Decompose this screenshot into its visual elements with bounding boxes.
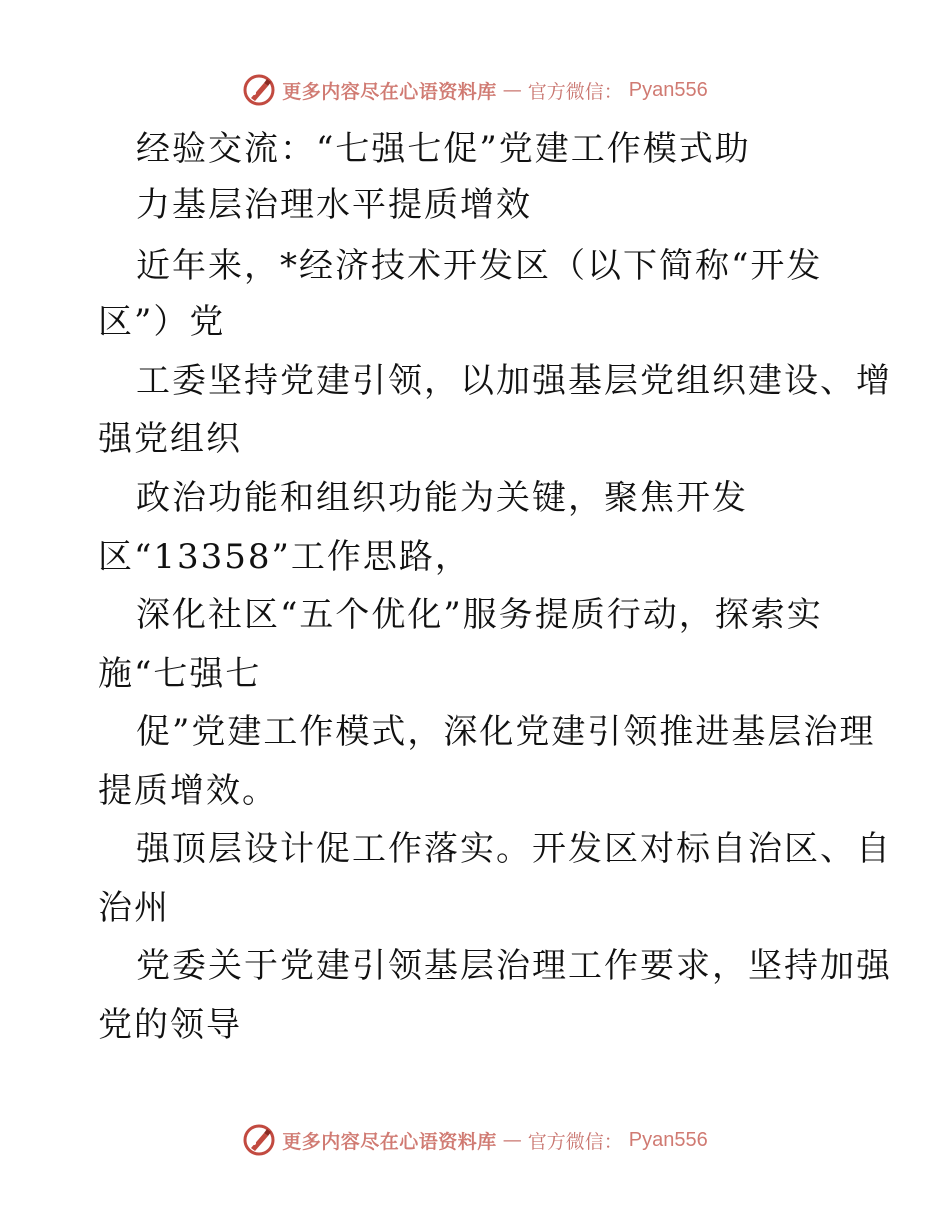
banner-label: 官方微信： (527, 1130, 623, 1153)
paragraph-line: 区”）党 (98, 302, 226, 342)
pen-logo-icon (242, 1123, 276, 1157)
banner-label: 官方微信： (527, 80, 623, 103)
title-line-1: 经验交流：“七强七促”党建工作模式助 (136, 129, 751, 169)
paragraph-line: 促”党建工作模式，深化党建引领推进基层治理 (136, 712, 876, 752)
banner-main-text: 更多内容尽在心语资料库 (282, 80, 497, 103)
paragraph-line: 强党组织 (98, 419, 242, 459)
paragraph-line: 党的领导 (98, 1005, 242, 1045)
paragraph-line: 深化社区“五个优化”服务提质行动，探索实 (136, 595, 823, 635)
paragraph-line: 党委关于党建引领基层治理工作要求，坚持加强 (136, 946, 892, 986)
paragraph-line: 施“七强七 (98, 654, 262, 694)
banner-wechat-id: Pyan556 (628, 1128, 708, 1151)
paragraph-line: 工委坚持党建引领，以加强基层党组织建设、增 (136, 361, 892, 401)
banner-separator: — (502, 1129, 522, 1151)
header-watermark-banner (0, 70, 950, 110)
banner-wechat-id: Pyan556 (628, 78, 708, 101)
paragraph-line: 强顶层设计促工作落实。开发区对标自治区、自 (136, 829, 892, 869)
paragraph-line: 提质增效。 (98, 771, 278, 811)
banner-separator: — (502, 79, 522, 101)
paragraph-line: 政治功能和组织功能为关键，聚焦开发 (136, 478, 748, 518)
title-line-2: 力基层治理水平提质增效 (136, 185, 532, 225)
pen-logo-icon (242, 73, 276, 107)
paragraph-line: 近年来，*经济技术开发区（以下简称“开发 (136, 246, 823, 286)
paragraph-line: 治州 (98, 888, 170, 928)
footer-watermark-banner (0, 1120, 950, 1160)
banner-main-text: 更多内容尽在心语资料库 (282, 1130, 497, 1153)
paragraph-line: 区“13358”工作思路， (98, 537, 471, 577)
